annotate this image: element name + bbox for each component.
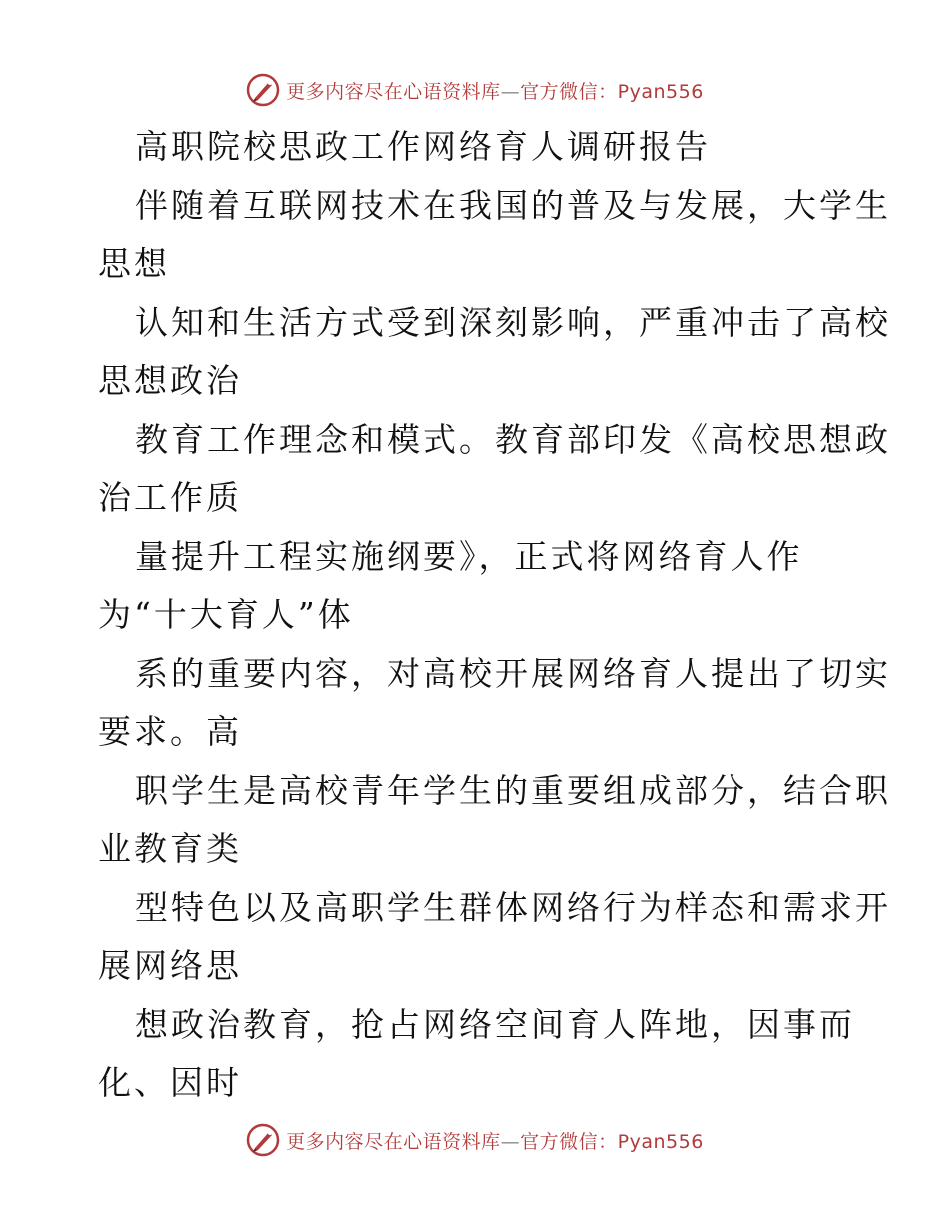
document-title: 高职院校思政工作网络育人调研报告 (135, 127, 711, 166)
banner-wechat-text: 官方微信：Pyan556 (520, 80, 704, 103)
text-line: 化、因时 (98, 1063, 242, 1102)
text-line: 展网络思 (98, 946, 242, 985)
text-line: 要求。高 (98, 712, 242, 751)
text-line: 量提升工程实施纲要》，正式将网络育人作 (135, 536, 803, 576)
text-line: 想政治教育，抢占网络空间育人阵地，因事而 (135, 1004, 855, 1044)
quill-pen-logo-icon (246, 1123, 280, 1157)
banner-text (286, 77, 704, 104)
footer-banner (0, 1120, 950, 1160)
text-line: 型特色以及高职学生群体网络行为样态和需求开 (135, 887, 891, 927)
text-line: 业教育类 (98, 829, 242, 868)
text-line: 教育工作理念和模式。教育部印发《高校思想政 (135, 419, 891, 459)
header-banner (0, 70, 950, 110)
banner-text (286, 1127, 704, 1154)
text-line: 认知和生活方式受到深刻影响，严重冲击了高校 (135, 302, 891, 342)
text-line: 伴随着互联网技术在我国的普及与发展，大学生 (135, 185, 891, 225)
banner-dash: — (500, 80, 521, 103)
text-line: 系的重要内容，对高校开展网络育人提出了切实 (135, 653, 891, 693)
document-body (98, 118, 891, 1113)
text-line: 思想 (98, 244, 170, 283)
text-line: 治工作质 (98, 478, 242, 517)
banner-promo-text: 更多内容尽在心语资料库 (286, 80, 501, 103)
text-line: 职学生是高校青年学生的重要组成部分，结合职 (135, 770, 891, 810)
banner-dash: — (500, 1130, 521, 1153)
banner-wechat-text: 官方微信：Pyan556 (520, 1130, 704, 1153)
quill-pen-logo-icon (246, 73, 280, 107)
banner-promo-text: 更多内容尽在心语资料库 (286, 1130, 501, 1153)
text-line: 思想政治 (98, 361, 242, 400)
text-line: 为“十大育人”体 (98, 595, 354, 634)
